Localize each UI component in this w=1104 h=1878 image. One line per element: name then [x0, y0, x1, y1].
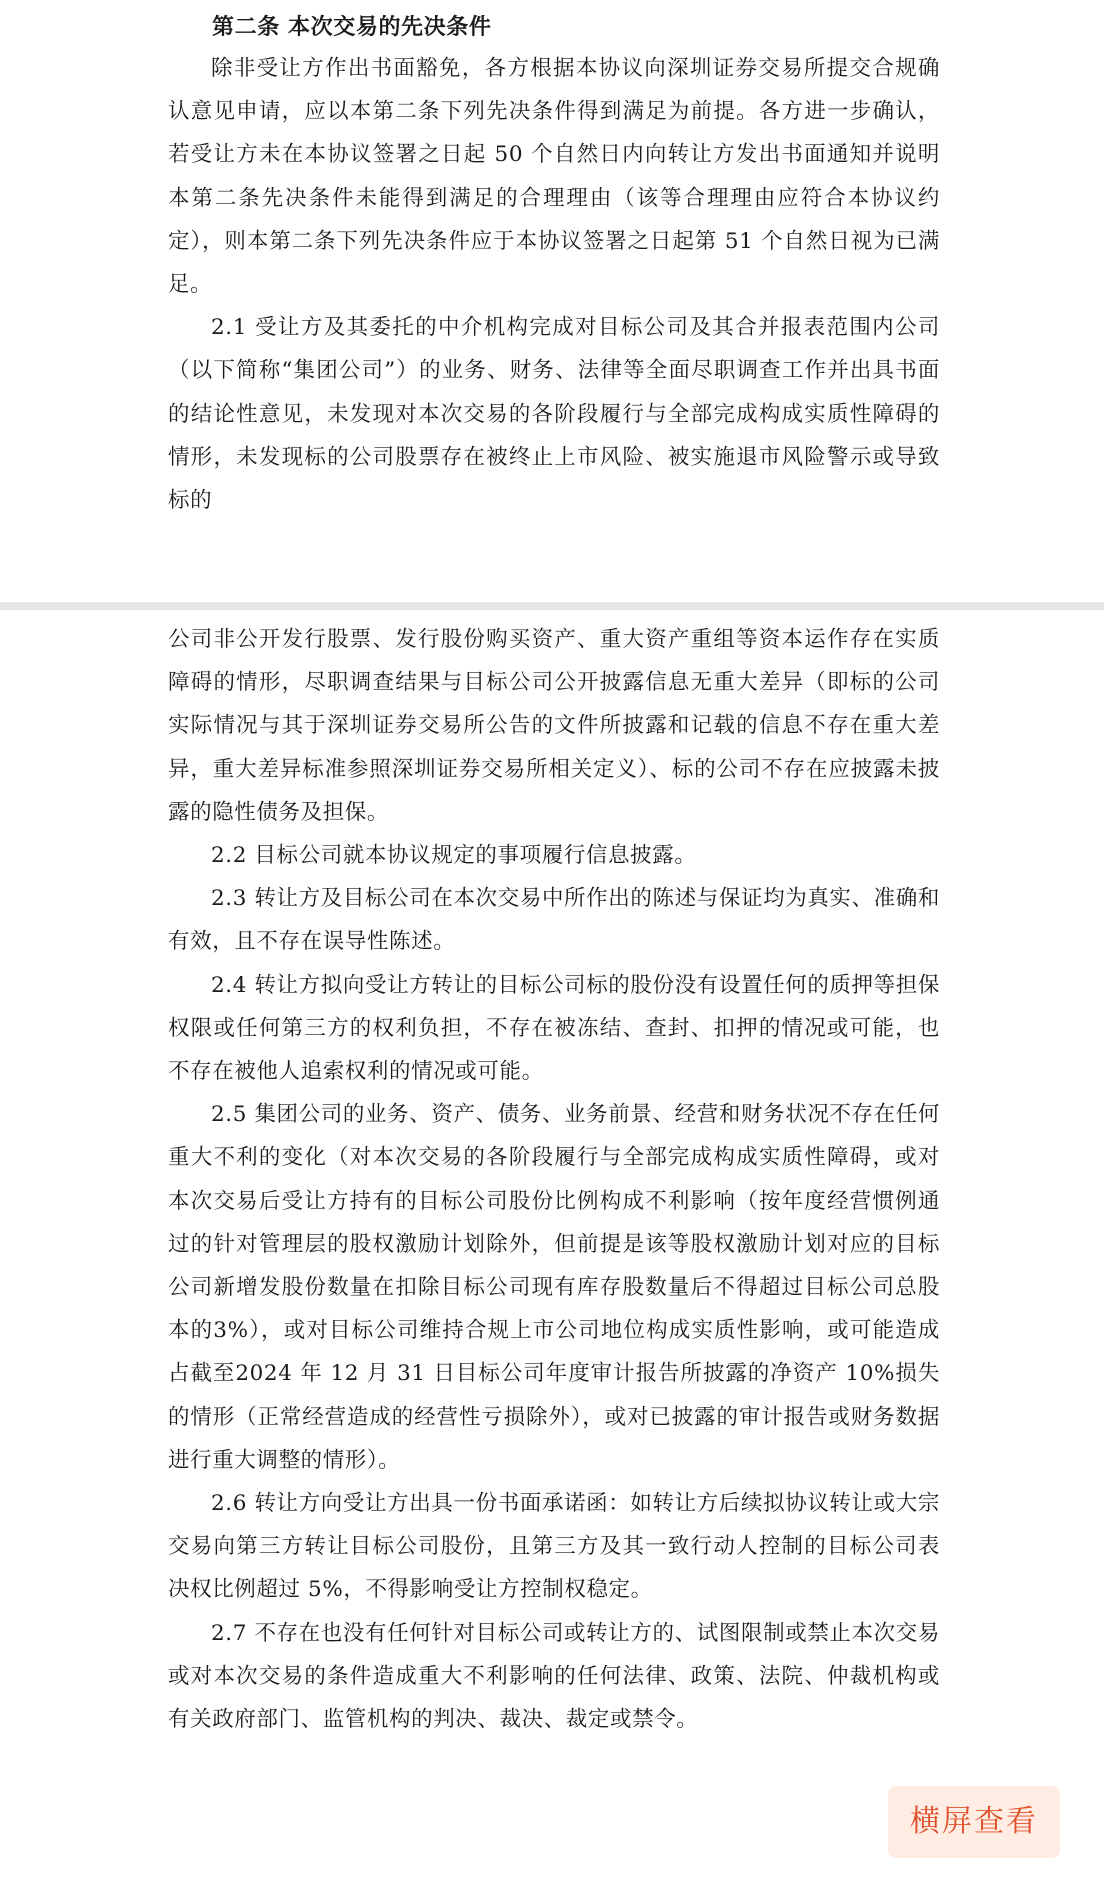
document-page-2	[0, 614, 1104, 1878]
clause-2-1-paragraph: 2.1 受让方及其委托的中介机构完成对目标公司及其合并报表范围内公司（以下简称“集团公司”）的业务、财务、法律等全面尽职调查工作并出具书面的结论性意见，未发现对本次交易的各阶段履行与全部完成构成实质性障碍的情形，未发现标的公司股票存在被终止上市风险、被实施退市风险警示或导致标的	[168, 315, 940, 514]
page-divider	[0, 602, 1104, 610]
clause-2-1-continuation: 公司非公开发行股票、发行股份购买资产、重大资产重组等资本运作存在实质障碍的情形，尽职调查结果与目标公司公开披露信息无重大差异（即标的公司实际情况与其于深圳证券交易所公告的文件所披露和记载的信息不存在重大差异，重大差异标准参照深圳证券交易所相关定义）、标的公司不存在应披露未披露的隐性债务及担保。	[168, 627, 940, 825]
article-heading: 第二条 本次交易的先决条件	[212, 15, 492, 40]
clause-2-2-paragraph: 2.2 目标公司就本协议规定的事项履行信息披露。	[211, 843, 697, 869]
page-2-body	[168, 618, 940, 1741]
clause-2-4-paragraph: 2.4 转让方拟向受让方转让的目标公司标的股份没有设置任何的质押等担保权限或任何第三方的权利负担，不存在被冻结、查封、扣押的情况或可能，也不存在被他人追索权利的情况或可能。	[168, 972, 940, 1085]
clause-2-7-paragraph: 2.7 不存在也没有任何针对目标公司或转让方的、试图限制或禁止本次交易或对本次交易的条件造成重大不利影响的任何法律、政策、法院、仲裁机构或有关政府部门、监管机构的判决、裁决、裁定或禁令。	[168, 1620, 940, 1733]
article-intro-paragraph: 除非受让方作出书面豁免，各方根据本协议向深圳证券交易所提交合规确认意见申请，应以本第二条下列先决条件得到满足为前提。各方进一步确认，若受让方未在本协议签署之日起 50 个自然日内向转让方发出书面通知并说明本第二条先决条件未能得到满足的合理理由（该等合理理由应符合本协议约定），则本第二条下列先决条件应于本协议签署之日起第 51 个自然日视为已满足。	[168, 56, 940, 298]
page-1-body	[168, 47, 940, 522]
clause-2-6-paragraph: 2.6 转让方向受让方出具一份书面承诺函：如转让方后续拟协议转让或大宗交易向第三方转让目标公司股份，且第三方及其一致行动人控制的目标公司表决权比例超过 5%，不得影响受让方控制权稳定。	[168, 1491, 940, 1603]
clause-2-5-paragraph: 2.5 集团公司的业务、资产、债务、业务前景、经营和财务状况不存在任何重大不利的变化（对本次交易的各阶段履行与全部完成构成实质性障碍，或对本次交易后受让方持有的目标公司股份比例构成不利影响（按年度经营惯例通过的针对管理层的股权激励计划除外，但前提是该等股权激励计划对应的目标公司新增发股份数量在扣除目标公司现有库存股数量后不得超过目标公司总股本的3%），或对目标公司维持合规上市公司地位构成实质性影响，或可能造成占截至2024 年 12 月 31 日目标公司年度审计报告所披露的净资产 10%损失的情形（正常经营造成的经营性亏损除外），或对已披露的审计报告或财务数据进行重大调整的情形）。	[168, 1102, 940, 1473]
landscape-view-button[interactable]: 横屏查看	[888, 1786, 1060, 1858]
clause-2-3-paragraph: 2.3 转让方及目标公司在本次交易中所作出的陈述与保证均为真实、准确和有效，且不存在误导性陈述。	[168, 886, 940, 955]
document-page-1	[0, 0, 1104, 604]
